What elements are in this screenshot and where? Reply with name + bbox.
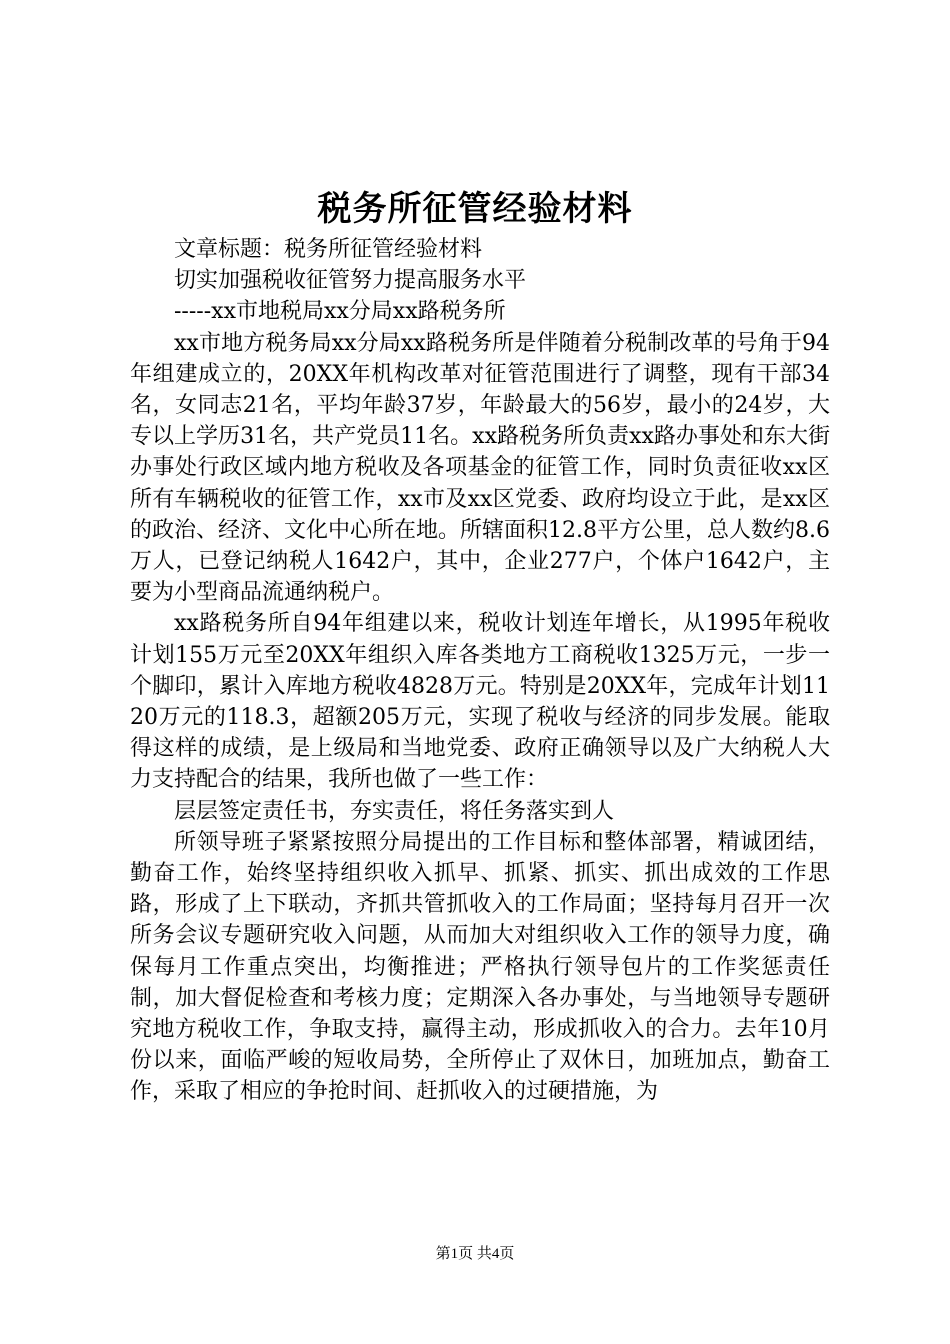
document-body bbox=[130, 234, 830, 1108]
paragraph-work: 所领导班子紧紧按照分局提出的工作目标和整体部署，精诚团结，勤奋工作，始终坚持组织收入抓早、抓紧、抓实、抓出成效的工作思路，形成了上下联动，齐抓共管抓收入的工作局面；坚持每月召开一次所务会议专题研究收入问题，从而加大对组织收入工作的领导力度，确保每月工作重点突出，均衡推进；严格执行领导包片的工作奖惩责任制，加大督促检查和考核力度；定期深入各办事处，与当地领导专题研究地方税收工作，争取支持，赢得主动，形成抓收入的合力。去年10月份以来，面临严峻的短收局势，全所停止了双休日，加班加点，勤奋工作，采取了相应的争抢时间、赶抓收入的过硬措施，为 bbox=[130, 829, 830, 1105]
section-heading: 层层签定责任书，夯实责任，将任务落实到人 bbox=[174, 798, 615, 824]
page-footer: 第1页 共4页 bbox=[435, 1246, 515, 1262]
document-title: 税务所征管经验材料 bbox=[317, 189, 633, 229]
author-line: -----xx市地税局xx分局xx路税务所 bbox=[174, 299, 506, 325]
paragraph-intro: xx市地方税务局xx分局xx路税务所是伴随着分税制改革的号角于94年组建成立的，20XX年机构改革对征管范围进行了调整，现有干部34名，女同志21名，平均年龄37岁，年龄最大的56岁，最小的24岁，大专以上学历31名，共产党员11名。xx路税务所负责xx路办事处和东大街办事处行政区域内地方税收及各项基金的征管工作，同时负责征收xx区所有车辆税收的征管工作，xx市及xx区党委、政府均设立于此，是xx区的政治、经济、文化中心所在地。所辖面积12.8平方公里，总人数约8.6万人，已登记纳税人1642户，其中，企业277户，个体户1642户，主要为小型商品流通纳税户。 bbox=[130, 330, 830, 606]
paragraph-achievements: xx路税务所自94年组建以来，税收计划连年增长，从1995年税收计划155万元至20XX年组织入库各类地方工商税收1325万元，一步一个脚印，累计入库地方税收4828万元。特别是20XX年，完成年计划1120万元的118.3，超额205万元，实现了税收与经济的同步发展。能取得这样的成绩，是上级局和当地党委、政府正确领导以及广大纳税人大力支持配合的结果，我所也做了一些工作： bbox=[130, 611, 830, 793]
article-title-line: 文章标题：税务所征管经验材料 bbox=[174, 237, 483, 262]
subtitle-line: 切实加强税收征管努力提高服务水平 bbox=[174, 268, 527, 294]
